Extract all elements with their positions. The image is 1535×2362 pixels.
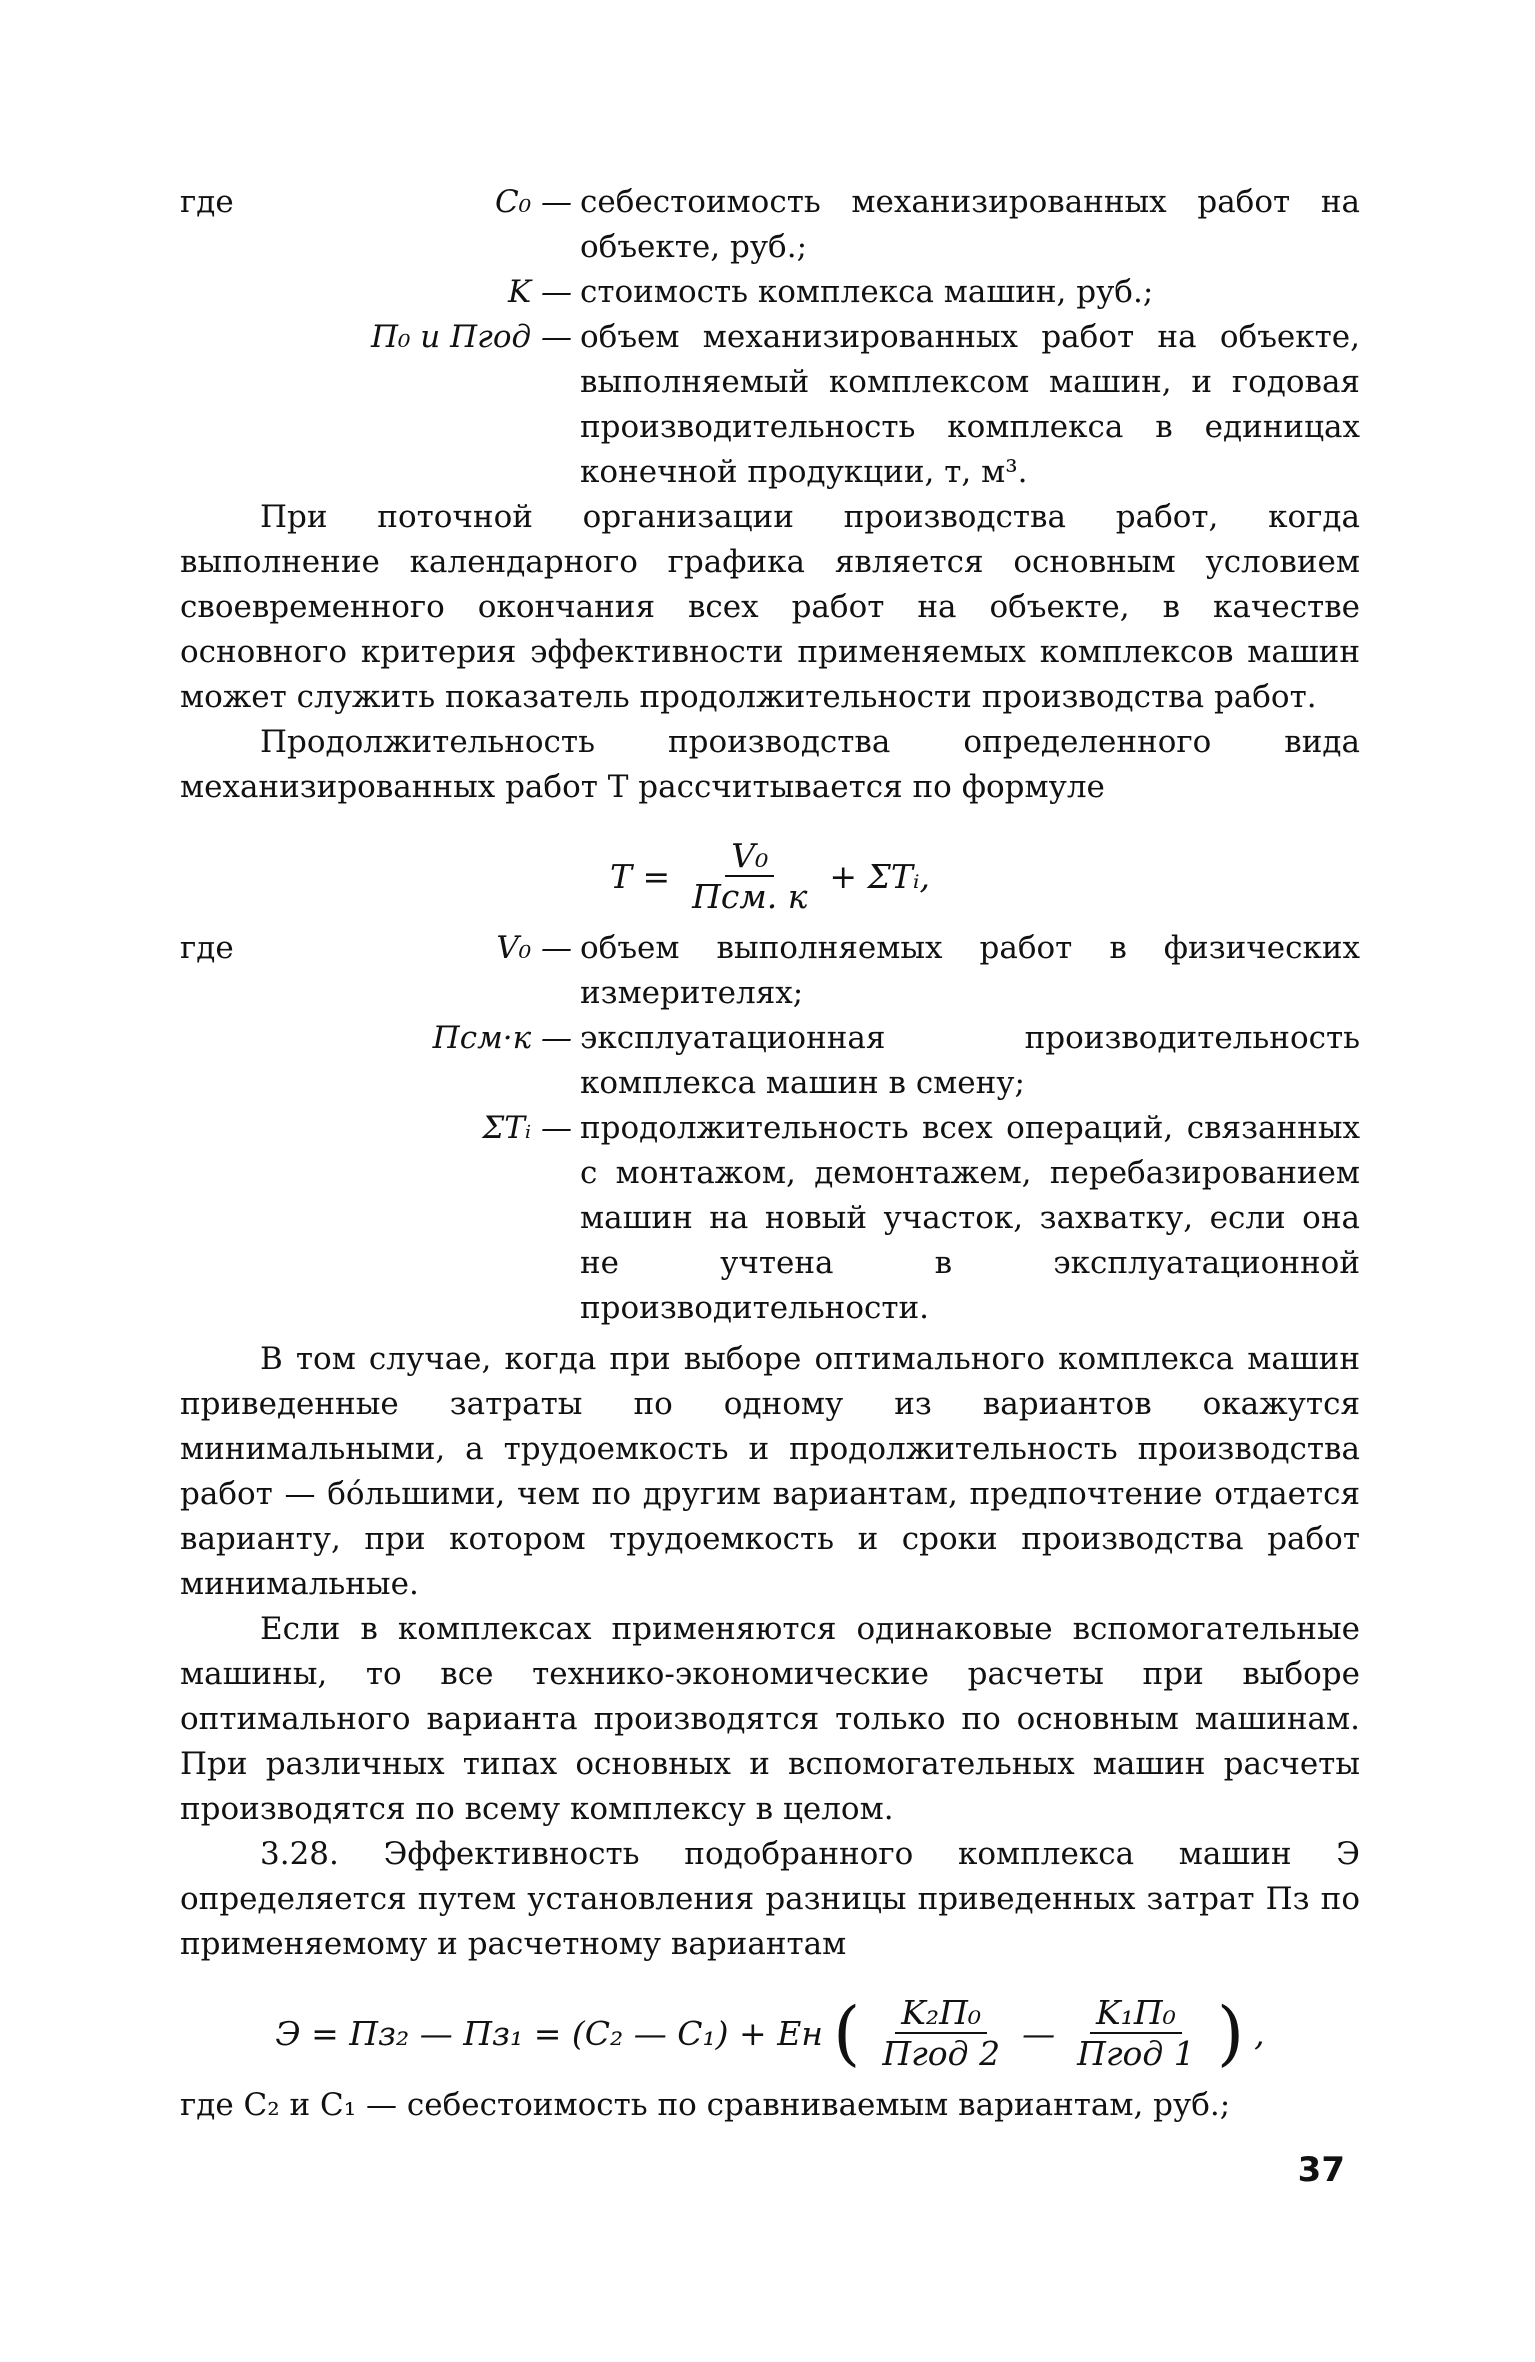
- paragraph: 3.28. Эффективность подобранного комплекса машин Э определяется путем установления разницы приведенных затрат Пз по применяемому и расчетному вариантам: [180, 1836, 1360, 1962]
- fraction-denominator: Псм. к: [692, 877, 808, 916]
- where-label: [180, 270, 360, 315]
- formula-duration: [180, 836, 1360, 916]
- where-label: [180, 1016, 360, 1106]
- fraction-numerator: K₂П₀: [895, 1993, 987, 2034]
- page-number: 37: [1297, 2150, 1345, 2190]
- where-label: где: [180, 930, 234, 966]
- fraction-numerator: K₁П₀: [1090, 1993, 1182, 2034]
- paragraph-where: где C₂ и C₁ — себестоимость по сравниваемым вариантам, руб.;: [180, 2087, 1231, 2123]
- where-label: [180, 315, 360, 495]
- paragraph: В том случае, когда при выборе оптимального комплекса машин приведенные затраты по одному из вариантов окажутся минимальными, а трудоемкость и продолжительность производства работ — бóльшими, чем по другим вариантам, предпочтение отдается варианту, при котором трудоемкость и сроки производства работ минимальные.: [180, 1341, 1360, 1602]
- where-label: где: [180, 184, 234, 220]
- definition-text: себестоимость механизированных работ на объекте, руб.;: [580, 184, 1360, 265]
- definition-text: продолжительность всех операций, связанных с монтажом, демонтажем, перебазированием машин на новый участок, захватку, если она не учтена в эксплуатационной производительности.: [580, 1110, 1360, 1326]
- definition-symbol: K —: [507, 274, 572, 310]
- formula-rhs: + ΣTᵢ,: [829, 856, 931, 896]
- formula-lhs: T =: [609, 856, 671, 896]
- formula-efficiency: [180, 1993, 1360, 2073]
- definition-symbol: V₀ —: [496, 930, 572, 966]
- paragraph: Если в комплексах применяются одинаковые вспомогательные машины, то все технико-экономические расчеты при выборе оптимального варианта производятся только по основным машинам. При различных типах основных и вспомогательных машин расчеты производятся по всему комплексу в целом.: [180, 1611, 1360, 1827]
- definition-symbol: C₀ —: [494, 184, 572, 220]
- paren-open: (: [833, 1992, 861, 2074]
- definition-symbol: Псм·к —: [432, 1020, 572, 1056]
- paragraph: При поточной организации производства работ, когда выполнение календарного графика является основным условием своевременного окончания всех работ на объекте, в качестве основного критерия эффективности применяемых комплексов машин может служить показатель продолжительности производства работ.: [180, 499, 1360, 715]
- formula-fraction: [876, 1993, 1006, 2073]
- paragraph: Продолжительность производства определенного вида механизированных работ T рассчитывается по формуле: [180, 724, 1360, 805]
- page-body: [180, 180, 1360, 2128]
- fraction-numerator: V₀: [725, 836, 774, 877]
- definition-symbol: ΣTᵢ —: [482, 1110, 572, 1146]
- fraction-denominator: Пгод 2: [882, 2034, 1001, 2073]
- formula-fraction: [686, 836, 813, 916]
- definitions-block-1: [180, 180, 1360, 495]
- formula-fraction: [1071, 1993, 1201, 2073]
- definition-text: стоимость комплекса машин, руб.;: [580, 274, 1154, 310]
- formula-lhs: Э = Пз₂ — Пз₁ = (C₂ — C₁) + Eн: [275, 2013, 824, 2053]
- formula-tail: ,: [1254, 2013, 1265, 2053]
- definition-text: объем механизированных работ на объекте, выполняемый комплексом машин, и годовая производительность комплекса в единицах конечной продукции, т, м³.: [580, 319, 1360, 490]
- definition-text: объем выполняемых работ в физических измерителях;: [580, 930, 1360, 1011]
- definition-symbol: П₀ и Пгод —: [370, 319, 572, 355]
- where-label: [180, 1106, 360, 1331]
- formula-minus: —: [1022, 2013, 1056, 2053]
- definition-text: эксплуатационная производительность комплекса машин в смену;: [580, 1020, 1360, 1101]
- definitions-block-2: [180, 926, 1360, 1331]
- paren-close: ): [1216, 1992, 1245, 2074]
- fraction-denominator: Пгод 1: [1077, 2034, 1195, 2073]
